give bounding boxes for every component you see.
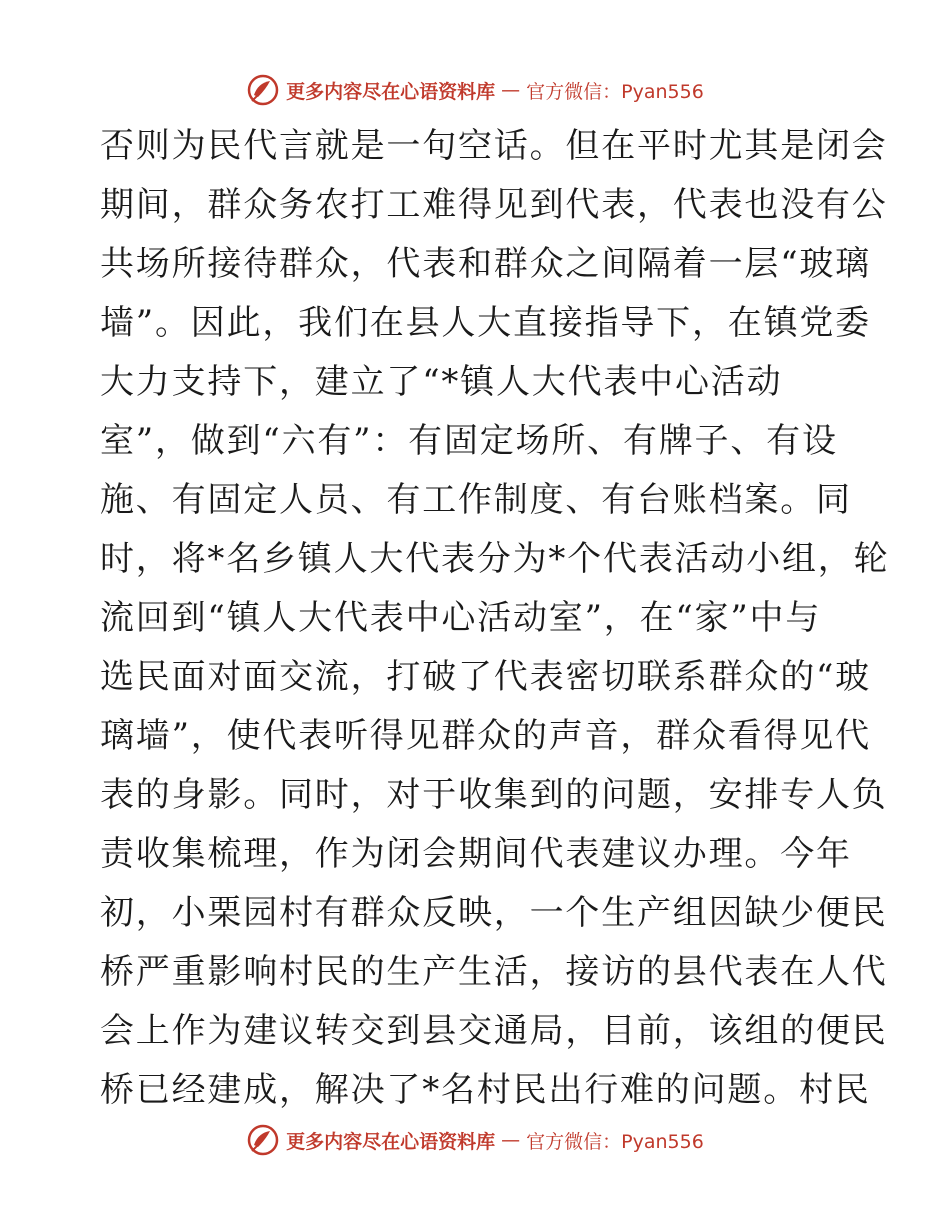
header-banner — [0, 68, 950, 112]
body-line: 室”，做到“六有”：有固定场所、有牌子、有设 — [100, 421, 838, 461]
footer-banner-suffix: 官方微信：Pyan556 — [526, 1130, 704, 1153]
footer-banner-separator: — — [501, 1129, 521, 1151]
body-line: 否则为民代言就是一句空话。但在平时尤其是闭会 — [100, 126, 888, 166]
body-line: 桥已经建成，解决了*名村民出行难的问题。村民 — [100, 1070, 871, 1110]
header-banner-text: 更多内容尽在心语资料库 — [286, 80, 496, 103]
body-line: 表的身影。同时，对于收集到的问题，安排专人负 — [100, 775, 888, 815]
body-line: 流回到“镇人大代表中心活动室”，在“家”中与 — [100, 598, 822, 638]
body-line: 共场所接待群众，代表和群众之间隔着一层“玻璃 — [100, 244, 871, 284]
pen-logo-icon — [246, 1123, 280, 1157]
body-line: 会上作为建议转交到县交通局，目前，该组的便民 — [100, 1011, 888, 1051]
header-banner-suffix: 官方微信：Pyan556 — [526, 80, 704, 103]
footer-banner — [0, 1118, 950, 1162]
header-banner-separator: — — [501, 79, 521, 101]
body-line: 选民面对面交流，打破了代表密切联系群众的“玻 — [100, 657, 871, 697]
body-line: 施、有固定人员、有工作制度、有台账档案。同 — [100, 480, 852, 520]
body-line: 责收集梳理，作为闭会期间代表建议办理。今年 — [100, 834, 852, 874]
pen-logo-icon — [246, 73, 280, 107]
document-body — [100, 117, 890, 1120]
body-line: 初，小栗园村有群众反映，一个生产组因缺少便民 — [100, 893, 888, 933]
body-line: 期间，群众务农打工难得见到代表，代表也没有公 — [100, 185, 888, 225]
body-line: 璃墙”，使代表听得见群众的声音，群众看得见代 — [100, 716, 871, 756]
body-line: 桥严重影响村民的生产生活，接访的县代表在人代 — [100, 952, 888, 992]
footer-banner-text: 更多内容尽在心语资料库 — [286, 1130, 496, 1153]
body-line: 墙”。因此，我们在县人大直接指导下，在镇党委 — [100, 303, 871, 343]
body-line: 时，将*名乡镇人大代表分为*个代表活动小组，轮 — [100, 539, 890, 579]
body-line: 大力支持下，建立了“*镇人大代表中心活动 — [100, 362, 783, 402]
